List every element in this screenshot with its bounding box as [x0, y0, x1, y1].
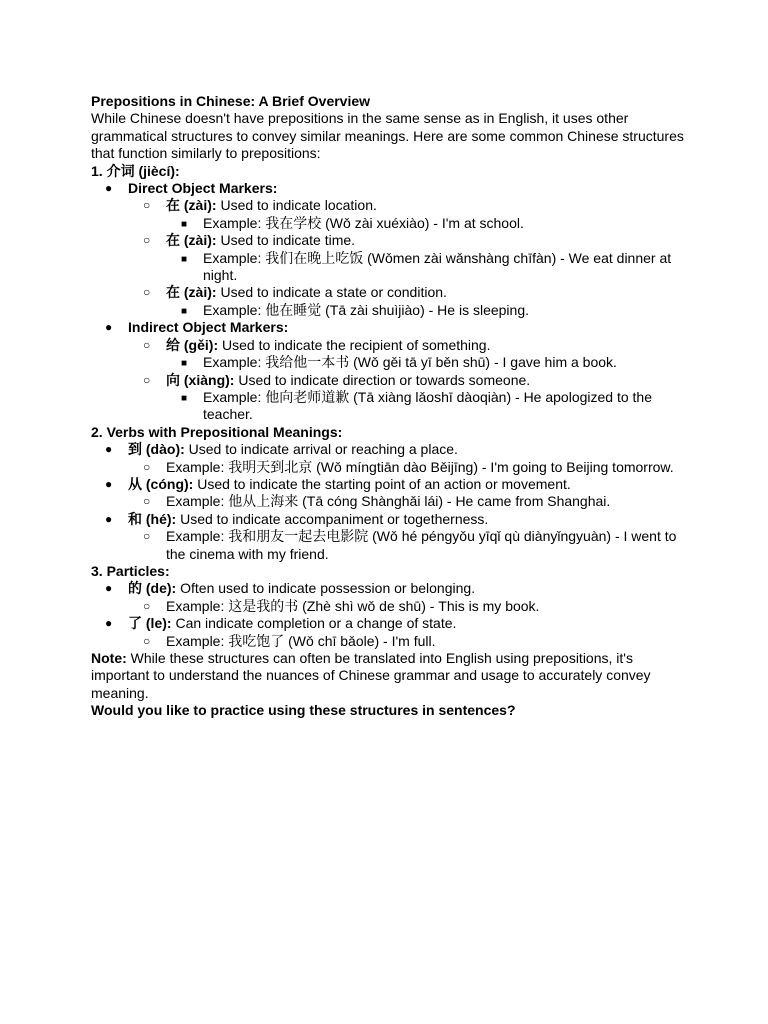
bullet-hollow-icon: ○	[143, 337, 151, 352]
closing-question: Would you like to practice using these structures in sentences?	[91, 702, 516, 719]
term: 给 (gěi):	[166, 336, 219, 353]
example-text: Example: 我吃饱了 (Wǒ chī bǎole) - I'm full.	[166, 632, 436, 649]
term: 向 (xiàng):	[166, 371, 235, 388]
list-item	[91, 232, 691, 249]
subheading-direct-object-markers: Direct Object Markers:	[128, 180, 278, 197]
bullet-filled-icon: ●	[105, 581, 113, 596]
list-item	[91, 598, 691, 615]
bullet-square-icon: ■	[181, 358, 188, 370]
term: 了 (le):	[128, 615, 172, 632]
list-item	[91, 337, 691, 354]
term: 从 (cóng):	[128, 475, 194, 492]
list-item	[91, 528, 691, 563]
list-item	[91, 197, 691, 214]
list-item	[91, 250, 691, 285]
example-text: Example: 我在学校 (Wǒ zài xuéxiào) - I'm at school.	[203, 214, 524, 231]
bullet-filled-icon: ●	[105, 320, 113, 335]
example-text: Example: 他从上海来 (Tā cóng Shànghǎi lái) - He came from Shanghai.	[166, 493, 611, 510]
term-description: Used to indicate location.	[216, 197, 377, 214]
list-item	[91, 633, 691, 650]
term-description: Used to indicate the recipient of something.	[218, 336, 491, 353]
example-text: Example: 他在睡觉 (Tā zài shuìjiào) - He is sleeping.	[203, 301, 529, 318]
bullet-square-icon: ■	[181, 305, 188, 317]
subheading-indirect-object-markers: Indirect Object Markers:	[128, 319, 289, 336]
term: 在 (zài):	[166, 284, 217, 301]
bullet-filled-icon: ●	[105, 511, 113, 526]
term-description: Can indicate completion or a change of state.	[171, 615, 457, 632]
example-text: Example: 我和朋友一起去电影院 (Wǒ hé péngyǒu yīqǐ qù diànyǐngyuàn) - I went to the cinema with my friend.	[166, 528, 677, 562]
bullet-square-icon: ■	[181, 218, 188, 230]
list-item	[91, 615, 691, 632]
example-text: Example: 他向老师道歉 (Tā xiàng lǎoshī dàoqiàn) - He apologized to the teacher.	[203, 388, 652, 423]
bullet-filled-icon: ●	[105, 442, 113, 457]
term-description: Used to indicate the starting point of an action or movement.	[193, 475, 571, 492]
section-heading-particles: 3. Particles:	[91, 562, 170, 579]
term-description: Used to indicate a state or condition.	[216, 284, 447, 301]
intro-paragraph: While Chinese doesn't have prepositions in the same sense as in English, it uses other grammatical structures to convey similar meanings. Here are some common Chinese structures that function similarly to prepositions:	[91, 110, 684, 162]
bullet-square-icon: ■	[181, 253, 188, 265]
list-item	[91, 180, 691, 197]
list-item	[91, 372, 691, 389]
bullet-hollow-icon: ○	[143, 459, 151, 474]
example-text: Example: 我给他一本书 (Wǒ gěi tā yī běn shū) - I gave him a book.	[203, 354, 617, 371]
list-item	[91, 441, 691, 458]
bullet-hollow-icon: ○	[143, 529, 151, 544]
term: 在 (zài):	[166, 232, 217, 249]
term: 到 (dào):	[128, 441, 185, 458]
document-body	[91, 93, 691, 720]
term: 在 (zài):	[166, 197, 217, 214]
term-description: Used to indicate time.	[216, 232, 356, 249]
term-description: Used to indicate arrival or reaching a place.	[184, 441, 458, 458]
list-item	[91, 302, 691, 319]
bullet-hollow-icon: ○	[143, 633, 151, 648]
document-title: Prepositions in Chinese: A Brief Overview	[91, 93, 371, 109]
bullet-hollow-icon: ○	[143, 285, 151, 300]
example-text: Example: 这是我的书 (Zhè shì wǒ de shū) - This is my book.	[166, 597, 540, 614]
term: 的 (de):	[128, 580, 177, 597]
term-description: Often used to indicate possession or belonging.	[176, 580, 476, 597]
list-item	[91, 389, 691, 424]
list-item	[91, 493, 691, 510]
list-item	[91, 319, 691, 336]
example-text: Example: 我们在晚上吃饭 (Wǒmen zài wǎnshàng chīfàn) - We eat dinner at night.	[203, 249, 672, 284]
list-item	[91, 215, 691, 232]
section-heading-jieci: 1. 介词 (jiècí):	[91, 162, 180, 179]
note-text: While these structures can often be translated into English using prepositions, it's important to understand the nuances of Chinese grammar and usage to accurately convey meaning.	[91, 650, 651, 701]
bullet-hollow-icon: ○	[143, 198, 151, 213]
bullet-filled-icon: ●	[105, 476, 113, 491]
list-item	[91, 511, 691, 528]
note-paragraph	[91, 650, 691, 702]
list-item	[91, 354, 691, 371]
term-description: Used to indicate direction or towards someone.	[234, 371, 531, 388]
term-description: Used to indicate accompaniment or togetherness.	[176, 510, 489, 527]
example-text: Example: 我明天到北京 (Wǒ míngtiān dào Běijīng) - I'm going to Beijing tomorrow.	[166, 458, 674, 475]
section-heading-verbs: 2. Verbs with Prepositional Meanings:	[91, 423, 343, 440]
bullet-filled-icon: ●	[105, 181, 113, 196]
list-item	[91, 284, 691, 301]
term: 和 (hé):	[128, 510, 177, 527]
list-item	[91, 580, 691, 597]
bullet-hollow-icon: ○	[143, 598, 151, 613]
bullet-hollow-icon: ○	[143, 233, 151, 248]
list-item	[91, 459, 691, 476]
bullet-filled-icon: ●	[105, 616, 113, 631]
note-label: Note:	[91, 650, 127, 666]
list-item	[91, 476, 691, 493]
bullet-hollow-icon: ○	[143, 494, 151, 509]
bullet-square-icon: ■	[181, 392, 188, 404]
bullet-hollow-icon: ○	[143, 372, 151, 387]
